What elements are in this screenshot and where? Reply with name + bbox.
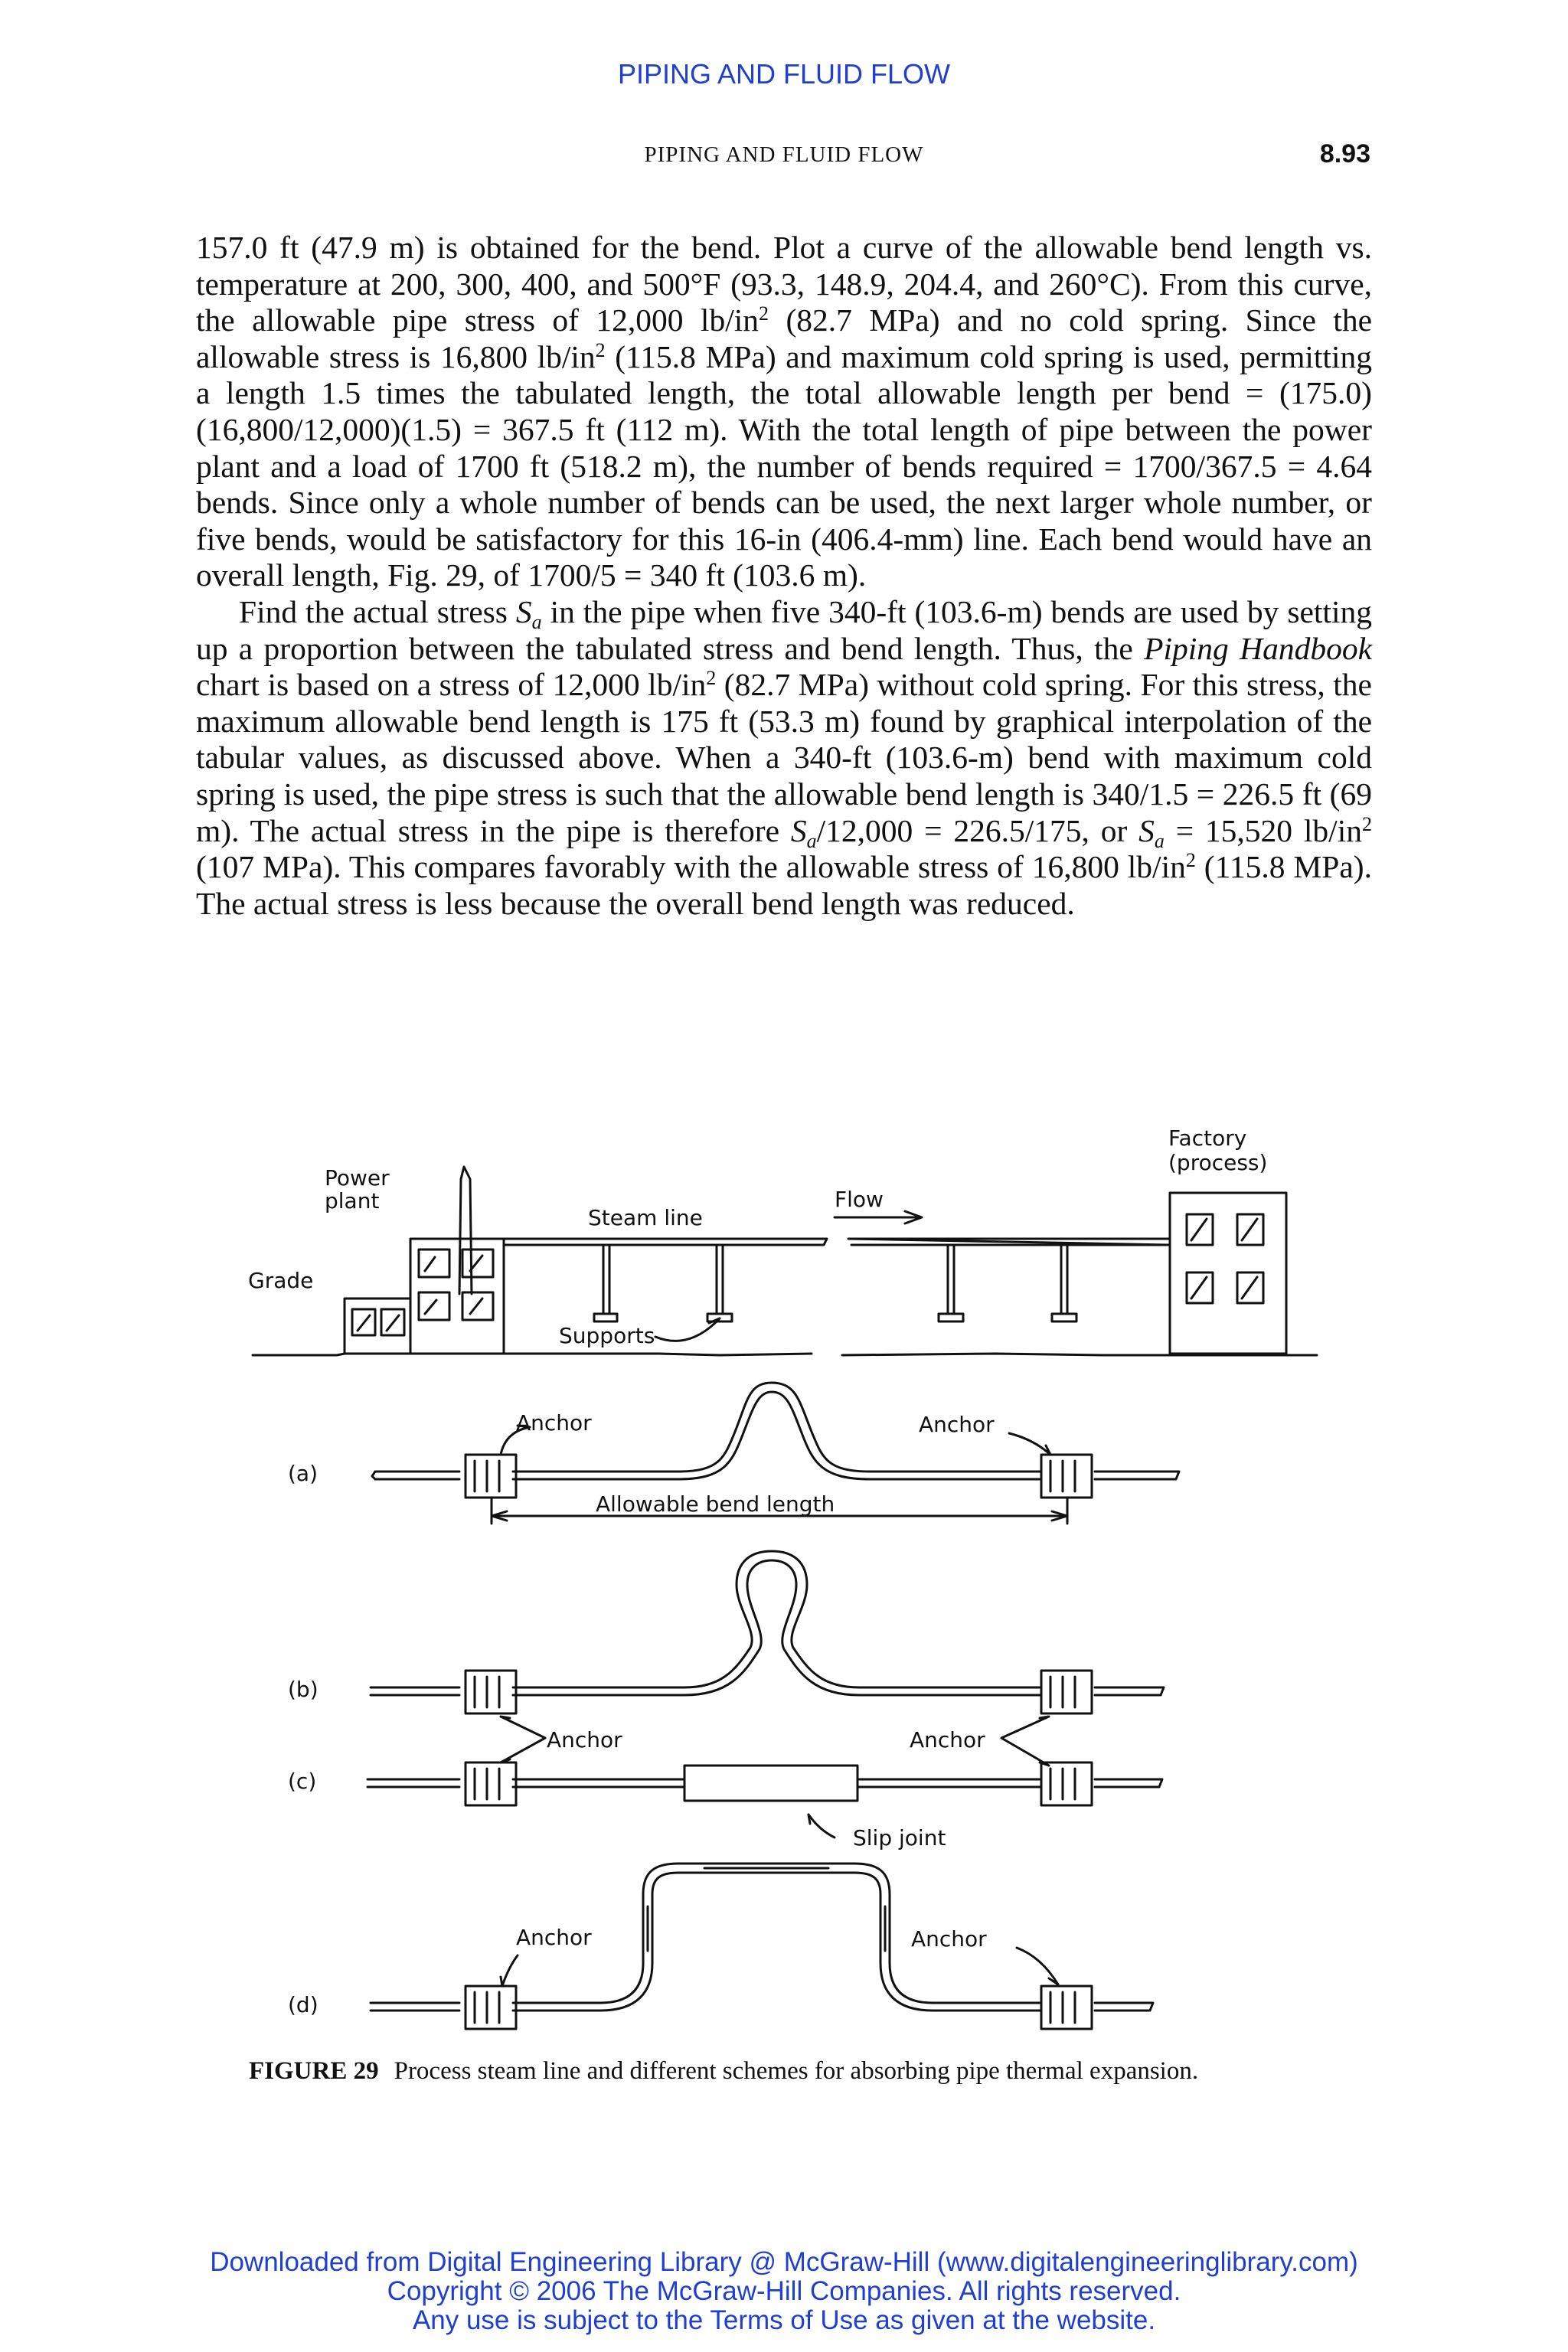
figure-29 [230,1118,1348,2052]
flow-label: Flow [835,1187,884,1212]
scheme-d-label: (d) [288,1992,318,2017]
anchor-label: Anchor [910,1727,985,1753]
figure-caption [249,2056,1317,2086]
anchor-label: Anchor [516,1925,592,1950]
scheme-b-anchors [466,1671,1092,1713]
steam-line-label: Steam line [588,1205,703,1230]
grade-line-left [253,1354,812,1355]
scheme-d-pipe [371,1864,1153,2011]
supports-leader [655,1318,720,1341]
page-number: 8.93 [1319,139,1370,168]
footer-line-1[interactable]: Downloaded from Digital Engineering Library @ McGraw-Hill (www.digitalengineeringlibrary.com) [210,2247,1358,2277]
footer-line-3[interactable]: Any use is subject to the Terms of Use as given at the website. [412,2305,1156,2335]
figure-caption-text: Process steam line and different schemes for absorbing pipe thermal expansion. [394,2057,1199,2085]
slip-joint-leader [808,1815,835,1838]
anchor-label: Anchor [547,1727,622,1753]
scheme-b-label: (b) [288,1677,318,1702]
anchor-a-right-leader [1009,1433,1050,1455]
anchor-bc-left-leaders [501,1717,545,1762]
scheme-b-pipe [371,1551,1164,1695]
anchor-label: Anchor [516,1410,592,1436]
power-plant-label: Power [325,1165,390,1191]
scheme-a-label: (a) [288,1461,318,1486]
figure-drawing [230,1118,1348,2052]
anchor-d-left-leader [501,1955,518,1986]
slip-joint-label: Slip joint [853,1825,946,1851]
grade-label: Grade [248,1268,314,1293]
pipe-supports [594,1245,1076,1321]
anchor-label: Anchor [911,1926,987,1952]
scheme-d-anchors [466,1986,1092,2029]
factory-label: (process) [1168,1150,1268,1175]
anchor-d-right-leader [1017,1948,1058,1984]
flow-arrow [835,1211,922,1223]
scheme-a-pipe [372,1383,1179,1479]
supports-label: Supports [559,1323,655,1348]
running-head: PIPING AND FLUID FLOW [644,142,924,167]
paragraph-1: 157.0 ft (47.9 m) is obtained for the bend. Plot a curve of the allowable bend length vs. temperature at 200, 300, 400, and 500°F (93.3, 148.9, 204.4, and 260°C). From this curve, the allowable pipe stress of 12,000 $lb/in^2$ (82.7 MPa) and no cold spring. Since the allowable stress is 16,800 $lb/in^2$ (115.8 MPa) and maximum cold spring is used, permitting a length 1.5 times the tabulated length, the total allowable length per bend = (175.0)(16,800/12,000)(1.5) = 367.5 ft (112 m). With the total length of pipe between the power plant and a load of 1700 ft (518.2 m), the number of bends required = 1700/367.5 = 4.64 bends. Since only a whole number of bends can be used, the next larger whole number, or five bends, would be satisfactory for this 16-in (406.4-mm) line. Each bend would have an overall length, Fig. 29, of 1700/5 = 340 ft (103.6 m). [196,230,1372,593]
allowable-bend-length-label: Allowable bend length [596,1491,835,1517]
anchor-label: Anchor [919,1412,995,1437]
footer-line-2[interactable]: Copyright © 2006 The McGraw-Hill Companies. All rights reserved. [387,2276,1181,2306]
factory-drawing [1170,1193,1286,1354]
power-plant-label: plant [325,1188,380,1214]
anchor-bc-right-leaders [1001,1717,1049,1766]
footer [0,2248,1568,2335]
figure-caption-label: FIGURE 29 [249,2057,379,2085]
top-link[interactable]: PIPING AND FLUID FLOW [617,58,951,90]
factory-label: Factory [1168,1125,1247,1151]
scheme-c-label: (c) [288,1769,317,1794]
paragraph-2: Find the actual stress $S_a$ in the pipe when five 340-ft (103.6-m) bends are used by setting up a proportion between the tabulated stress and bend length. Thus, the Piping Handbook chart is based on a stress of 12,000 $lb/in^2$ (82.7 MPa) without cold spring. For this stress, the maximum allowable bend length is 175 ft (53.3 m) found by graphical interpolation of the tabular values, as discussed above. When a 340-ft (103.6-m) bend with maximum cold spring is used, the pipe stress is such that the allowable bend length is 340/1.5 = 226.5 ft (69 m). The actual stress in the pipe is therefore $S_a/12,000 = 226.5/175$, or $S_a = 15,520$ $lb/in^2$ (107 MPa). This compares favorably with the allowable stress of 16,800 $lb/in^2$ (115.8 MPa). The actual stress is less because the overall bend length was reduced. [196,593,1372,921]
scheme-c-anchors [466,1762,1092,1805]
body-text [196,230,1372,922]
